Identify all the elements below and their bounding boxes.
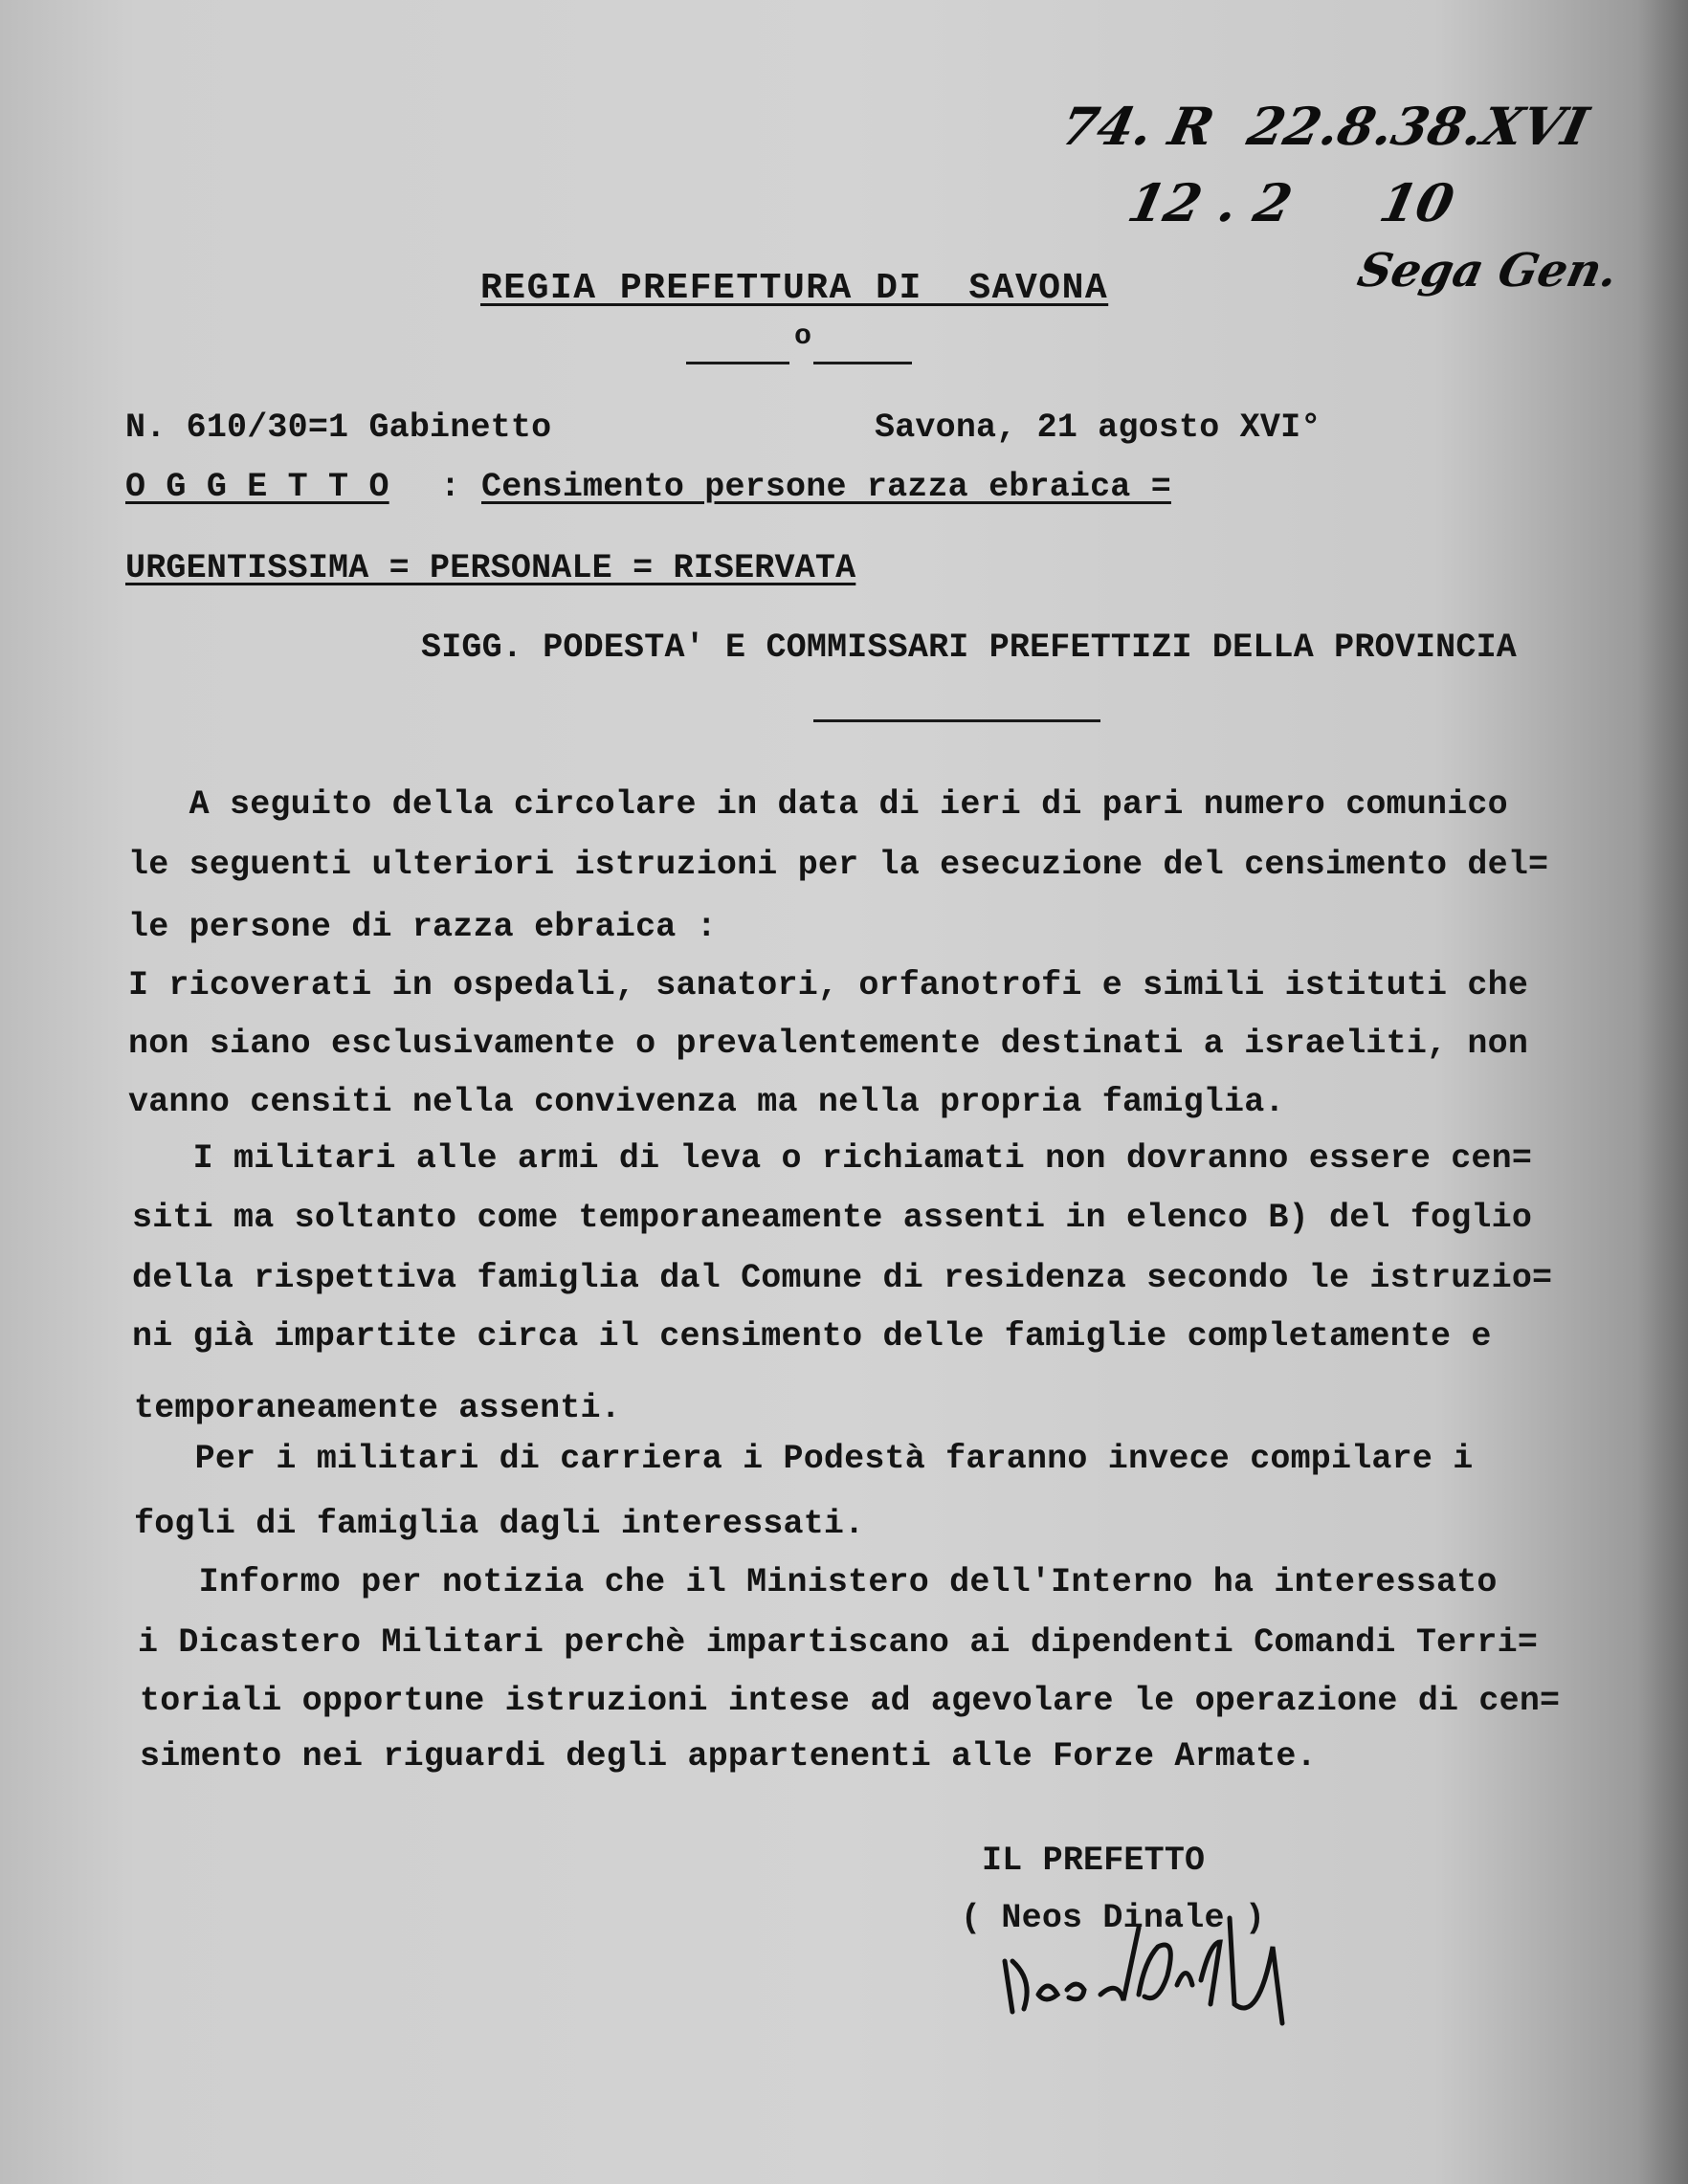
- addressee: SIGG. PODESTA' E COMMISSARI PREFETTIZI DELLA PROVINCIA: [421, 629, 1517, 667]
- body-line: non siano esclusivamente o prevalentemente destinati a israeliti, non: [128, 1025, 1529, 1063]
- subject-separator: :: [440, 468, 461, 506]
- body-line: A seguito della circolare in data di ieri di pari numero comunico: [128, 785, 1508, 824]
- document-title: REGIA PREFETTURA DI SAVONA: [480, 268, 1109, 309]
- closing-title: IL PREFETTO: [982, 1842, 1206, 1880]
- subject: Censimento persone razza ebraica =: [481, 468, 1171, 506]
- handwritten-protocol-note: 74. R 22.8.38.XVI: [1055, 96, 1594, 157]
- protocol-number: N. 610/30=1 Gabinetto: [125, 408, 552, 447]
- body-line: I ricoverati in ospedali, sanatori, orfanotrofi e simili istituti che: [128, 966, 1529, 1004]
- handwritten-number-note: 12 . 2 10: [1122, 172, 1460, 233]
- body-line: toriali opportune istruzioni intese ad agevolare le operazione di cen=: [140, 1682, 1561, 1720]
- body-line: fogli di famiglia dagli interessati.: [134, 1505, 865, 1543]
- body-line: temporaneamente assenti.: [134, 1389, 621, 1427]
- classification: URGENTISSIMA = PERSONALE = RISERVATA: [125, 549, 856, 587]
- body-line: simento nei riguardi degli appartenenti alle Forze Armate.: [140, 1737, 1317, 1776]
- handwritten-initials-note: Sega Gen.: [1353, 244, 1623, 298]
- handwritten-signature: [995, 1889, 1321, 2042]
- title-divider-left: [686, 362, 789, 364]
- body-line: siti ma soltanto come temporaneamente assenti in elenco B) del foglio: [132, 1199, 1533, 1237]
- body-line: i Dicastero Militari perchè impartiscano ai dipendenti Comandi Terri=: [138, 1623, 1539, 1662]
- body-line: Per i militari di carriera i Podestà faranno invece compilare i: [134, 1440, 1474, 1478]
- body-line: della rispettiva famiglia dal Comune di residenza secondo le istruzio=: [132, 1259, 1553, 1297]
- body-line: le seguenti ulteriori istruzioni per la esecuzione del censimento del=: [128, 846, 1549, 884]
- body-line: vanno censiti nella convivenza ma nella propria famiglia.: [128, 1083, 1285, 1121]
- body-line: le persone di razza ebraica :: [128, 908, 717, 946]
- addressee-divider: [813, 719, 1100, 722]
- title-divider-right: [813, 362, 912, 364]
- place-date: Savona, 21 agosto XVI°: [875, 408, 1322, 447]
- signatory-name: ( Neos Dinale ): [961, 1899, 1266, 1937]
- body-line: Informo per notizia che il Ministero dell'Interno ha interessato: [138, 1563, 1498, 1601]
- subject-label: O G G E T T O: [125, 468, 389, 506]
- body-line: ni già impartite circa il censimento delle famiglie completamente e: [132, 1317, 1492, 1356]
- title-ornament: o: [794, 320, 812, 353]
- body-line: I militari alle armi di leva o richiamati non dovranno essere cen=: [132, 1139, 1533, 1178]
